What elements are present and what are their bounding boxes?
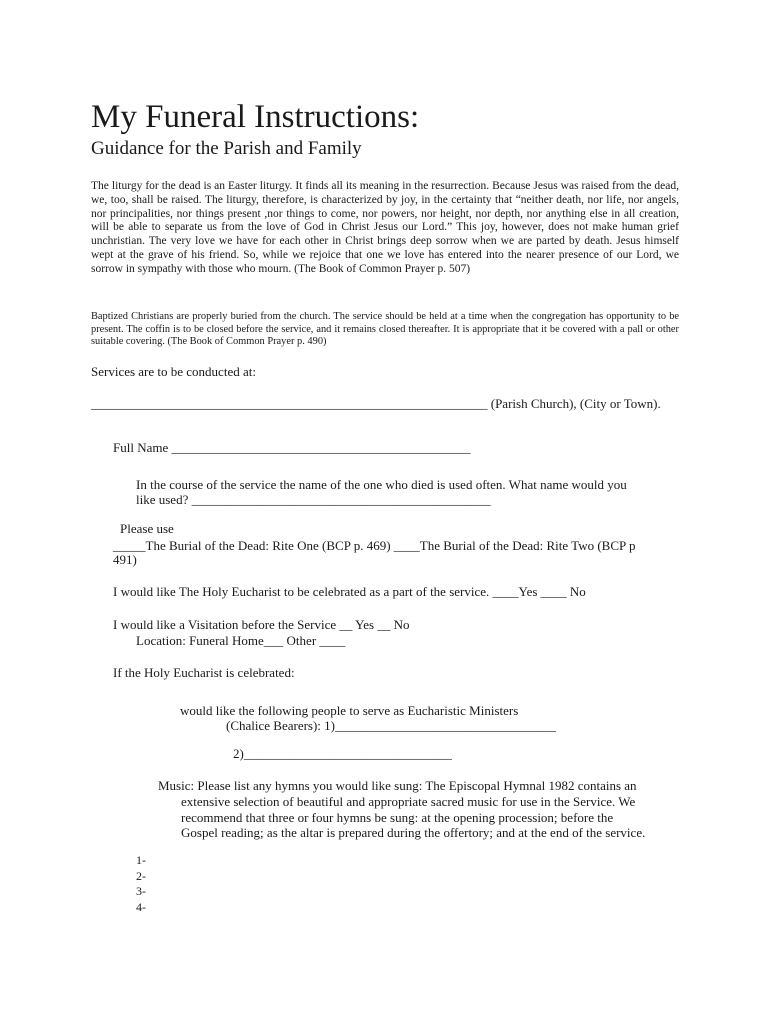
location-choice[interactable]: Location: Funeral Home___ Other ____: [136, 633, 346, 648]
services-heading: Services are to be conducted at:: [91, 364, 256, 379]
hymn-list-item[interactable]: 1-: [136, 853, 146, 867]
please-use-label: Please use: [120, 521, 174, 536]
hymn-list-item[interactable]: 2-: [136, 868, 146, 883]
liturgy-paragraph: The liturgy for the dead is an Easter liturgy. It finds all its meaning in the resurrection. Because Jesus was raised from the dead, we, too, shall be raised. The liturgy, therefore, is characterized by joy, in the certainty that “neither death, nor life, nor angels, nor principalities, nor things present ,nor things to come, nor powers, nor height, nor depth, nor anything else in all creation, will be able to separate us from the love of God in Christ Jesus our Lord.” This joy, however, does not make human grief unchristian. The very love we have for each other in Christ brings deep sorrow when we are parted by death. Jesus himself wept at the grave of his friend. So, while we rejoice that one we love has entered into the nearer presence of our Lord, we sorrow in sympathy with those who mourn. (The Book of Common Prayer p. 507): [91, 180, 679, 275]
chalice-bearer-1-field[interactable]: (Chalice Bearers): 1)__________________________________: [226, 718, 557, 733]
music-paragraph-line3: recommend that three or four hymns be sung: at the opening procession; before the: [181, 810, 614, 825]
chalice-bearer-2-field[interactable]: 2)________________________________: [233, 746, 452, 761]
visitation-choice[interactable]: I would like a Visitation before the Service __ Yes __ No: [113, 617, 410, 632]
music-paragraph-line4: Gospel reading; as the altar is prepared during the offertory; and at the end of the service.: [181, 825, 646, 840]
rite-choice-line[interactable]: _____The Burial of the Dead: Rite One (BCP p. 469) ____The Burial of the Dead: Rite Two (BCP p: [113, 538, 636, 553]
full-name-field[interactable]: Full Name ______________________________________________: [113, 440, 471, 455]
eucharist-choice[interactable]: I would like The Holy Eucharist to be celebrated as a part of the service. ____Yes ____ No: [113, 584, 586, 599]
name-used-field[interactable]: like used? ______________________________________________: [136, 492, 491, 507]
ministers-intro: would like the following people to serve as Eucharistic Ministers: [180, 703, 519, 718]
music-paragraph-line1: Music: Please list any hymns you would like sung: The Episcopal Hymnal 1982 contains an: [158, 778, 637, 793]
page-subtitle: Guidance for the Parish and Family: [91, 138, 362, 159]
rite-choice-line-cont: 491): [113, 552, 137, 567]
page-title: My Funeral Instructions:: [91, 99, 420, 135]
hymn-list-item[interactable]: 4-: [136, 899, 146, 914]
church-field[interactable]: _____________________________________________________________ (Parish Church), (City or Town).: [91, 396, 661, 411]
music-paragraph-line2: extensive selection of beautiful and appropriate sacred music for use in the Service. We: [181, 794, 636, 809]
if-eucharist-heading: If the Holy Eucharist is celebrated:: [113, 665, 295, 680]
hymn-list-item[interactable]: 3-: [136, 884, 146, 898]
name-used-question: In the course of the service the name of the one who died is used often. What name would you: [136, 477, 627, 492]
burial-paragraph: Baptized Christians are properly buried from the church. The service should be held at a time when the congregation has opportunity to be present. The coffin is to be closed before the service, and it remains closed thereafter. It is appropriate that it be covered with a pall or other suitable covering. (The Book of Common Prayer p. 490): [91, 311, 679, 348]
hymn-list: [136, 853, 146, 915]
